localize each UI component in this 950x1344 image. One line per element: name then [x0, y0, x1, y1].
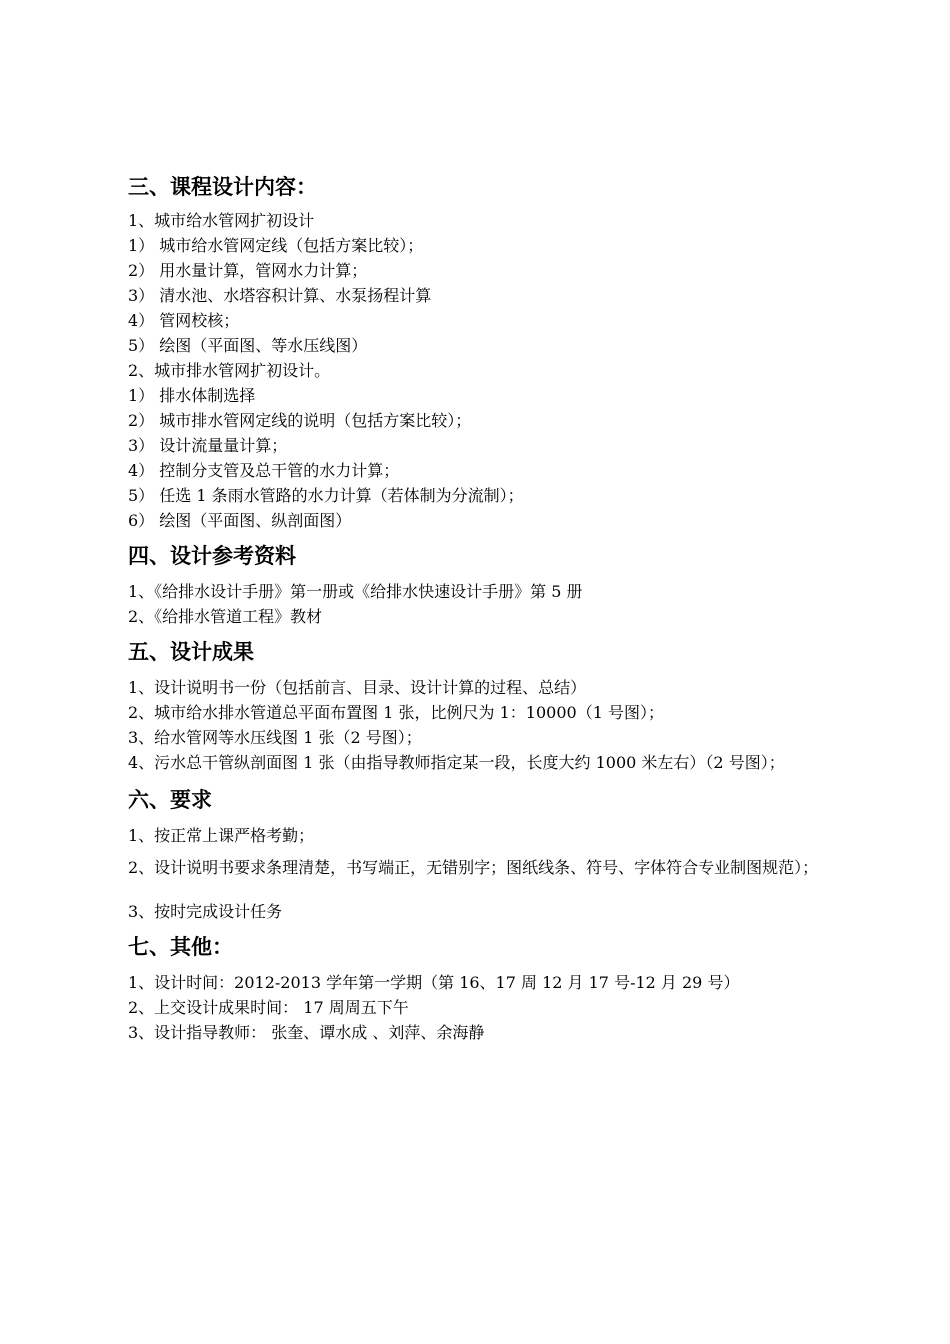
list-item: 4） 管网校核；: [128, 311, 240, 330]
section-heading: 四、设计参考资料: [128, 544, 296, 568]
section-requirements: [128, 785, 850, 924]
list-item: 3、设计指导教师： 张奎、谭水成 、刘萍、余海静: [128, 1023, 485, 1042]
document-body: [128, 172, 850, 1045]
list-item: 5） 任选 1 条雨水管路的水力计算（若体制为分流制）；: [128, 486, 524, 505]
list-item: 1、设计说明书一份（包括前言、目录、设计计算的过程、总结）: [128, 678, 587, 697]
list-item: 1、《给排水设计手册》第一册或《给排水快速设计手册》第 5 册: [128, 582, 583, 601]
section-heading: 七、其他：: [128, 935, 233, 959]
list-item: 2、城市排水管网扩初设计。: [128, 361, 331, 380]
section-other: [128, 932, 850, 1045]
list-item: 1、城市给水管网扩初设计: [128, 211, 315, 230]
section-deliverables: [128, 637, 850, 775]
section-heading: 六、要求: [128, 788, 212, 812]
section-heading: 五、设计成果: [128, 640, 254, 664]
list-item: 2） 城市排水管网定线的说明（包括方案比较）；: [128, 411, 472, 430]
section-course-content: [128, 172, 850, 533]
list-item: 1） 城市给水管网定线（包括方案比较）；: [128, 236, 424, 255]
list-item: 2、《给排水管道工程》教材: [128, 607, 323, 626]
list-item: 2） 用水量计算，管网水力计算；: [128, 261, 368, 280]
list-item: 2、城市给水排水管道总平面布置图 1 张，比例尺为 1：10000（1 号图）；: [128, 703, 664, 722]
list-item: 6） 绘图（平面图、纵剖面图）: [128, 511, 352, 530]
list-item: 1） 排水体制选择: [128, 386, 256, 405]
list-item: 3） 设计流量量计算；: [128, 436, 288, 455]
section-heading: 三、课程设计内容：: [128, 175, 317, 199]
list-item: 5） 绘图（平面图、等水压线图）: [128, 336, 368, 355]
list-item: 4、污水总干管纵剖面图 1 张（由指导教师指定某一段，长度大约 1000 米左右）（2 号图）；: [128, 753, 785, 772]
list-item: 1、设计时间：2012-2013 学年第一学期（第 16、17 周 12 月 17 号-12 月 29 号）: [128, 973, 740, 992]
list-item: 3） 清水池、水塔容积计算、水泵扬程计算: [128, 286, 432, 305]
list-item: 3、按时完成设计任务: [128, 902, 283, 921]
list-item: 2、设计说明书要求条理清楚，书写端正，无错别字；图纸线条、符号、字体符合专业制图规范）；: [128, 858, 819, 877]
list-item: 3、给水管网等水压线图 1 张（2 号图）；: [128, 728, 422, 747]
list-item: 2、上交设计成果时间： 17 周周五下午: [128, 998, 409, 1017]
list-item: 4） 控制分支管及总干管的水力计算；: [128, 461, 400, 480]
list-item: 1、按正常上课严格考勤；: [128, 826, 315, 845]
section-references: [128, 541, 850, 629]
